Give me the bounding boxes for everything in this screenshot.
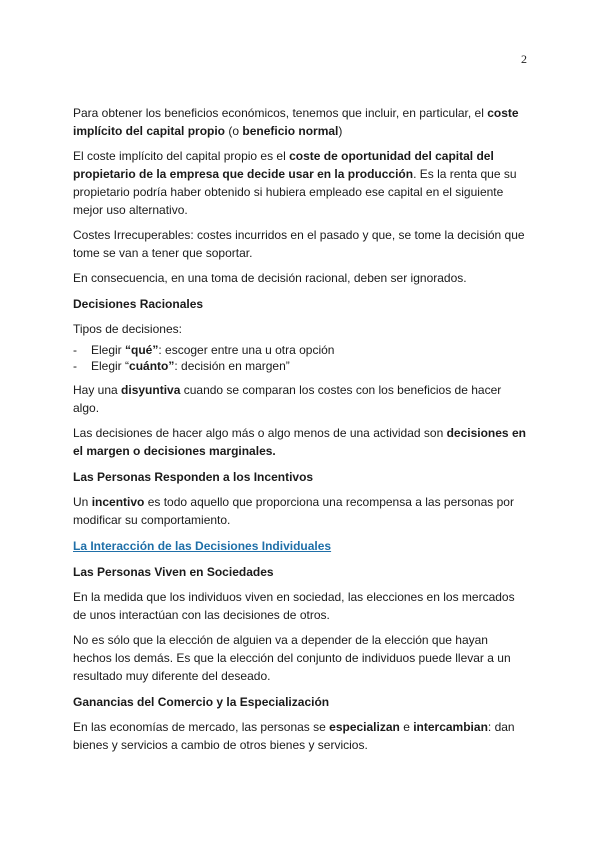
document-body [73, 104, 528, 754]
heading-personas-sociedades: Las Personas Viven en Sociedades [73, 565, 274, 579]
paragraph-beneficios: Para obtener los beneficios económicos, tenemos que incluir, en particular, el coste implícito del capital propio (o beneficio normal) [73, 106, 519, 138]
decision-types-list [73, 342, 528, 374]
paragraph-especializacion: En las economías de mercado, las personas se especializan e intercambian: dan bienes y servicios a cambio de otros bienes y servicios. [73, 720, 515, 752]
heading-decisiones-racionales: Decisiones Racionales [73, 297, 204, 311]
heading-ganancias-comercio: Ganancias del Comercio y la Especialización [73, 695, 330, 709]
page-number: 2 [521, 52, 527, 66]
paragraph-eleccion: No es sólo que la elección de alguien va a depender de la elección que hayan hechos los demás. Es que la elección del conjunto de individuos puede llevar a un resultado muy diferente del deseado. [73, 633, 511, 683]
paragraph-sociedad: En la medida que los individuos viven en sociedad, las elecciones en los mercados de unos interactúan con las decisiones de otros. [73, 590, 515, 622]
paragraph-disyuntiva: Hay una disyuntiva cuando se comparan los costes con los beneficios de hacer algo. [73, 383, 502, 415]
paragraph-costes-irrecuperables: Costes Irrecuperables: costes incurridos en el pasado y que, se tome la decisión que tome se van a tener que soportar. [73, 228, 525, 260]
list-item: - Elegir “qué”: escoger entre una u otra opción [73, 343, 335, 357]
heading-incentivos: Las Personas Responden a los Incentivos [73, 470, 314, 484]
list-item: - Elegir “cuánto”: decisión en margen” [73, 359, 290, 373]
paragraph-incentivo: Un incentivo es todo aquello que proporciona una recompensa a las personas por modificar su comportamiento. [73, 495, 514, 527]
section-link-interaccion[interactable]: La Interacción de las Decisiones Individuales [73, 539, 332, 553]
paragraph-decisiones-marginales: Las decisiones de hacer algo más o algo menos de una actividad son decisiones en el margen o decisiones marginales. [73, 426, 526, 458]
paragraph-consecuencia: En consecuencia, en una toma de decisión racional, deben ser ignorados. [73, 271, 467, 285]
paragraph-tipos-decisiones: Tipos de decisiones: [73, 322, 182, 336]
paragraph-coste-implicito: El coste implícito del capital propio es el coste de oportunidad del capital del propietario de la empresa que decide usar en la producción. Es la renta que su propietario podría haber obtenido si hubiera empleado ese capital en el siguiente mejor uso alternativo. [73, 149, 517, 217]
